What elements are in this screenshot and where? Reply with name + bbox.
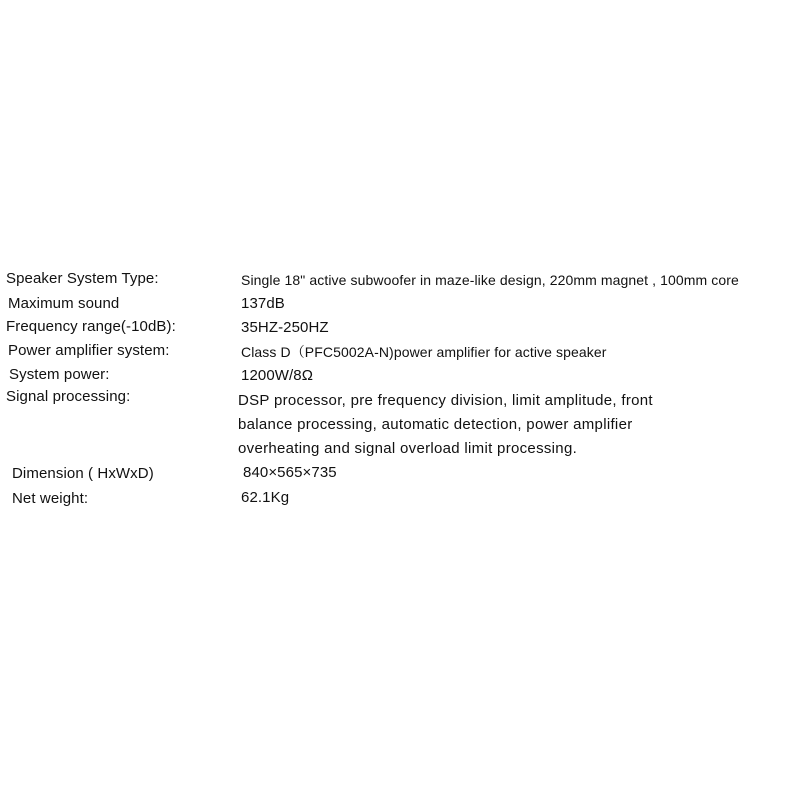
amplifier-system-label: Power amplifier system:	[8, 342, 170, 359]
signal-processing-line-2: balance processing, automatic detection, power amplifier	[238, 416, 633, 433]
signal-processing-line-3: overheating and signal overload limit processing.	[238, 440, 578, 457]
frequency-range-value: 35HZ-250HZ	[241, 319, 329, 336]
speaker-type-value: Single 18" active subwoofer in maze-like design, 220mm magnet , 100mm core	[241, 272, 739, 288]
net-weight-label: Net weight:	[12, 490, 89, 507]
dimension-value: 840×565×735	[243, 464, 337, 481]
amplifier-system-value: Class D（PFC5002A-N)power amplifier for active speaker	[241, 344, 607, 360]
system-power-label: System power:	[9, 366, 110, 383]
signal-processing-label: Signal processing:	[6, 388, 131, 405]
max-sound-value: 137dB	[241, 295, 285, 312]
max-sound-label: Maximum sound	[8, 295, 120, 312]
dimension-label: Dimension ( HxWxD)	[12, 465, 154, 482]
signal-processing-line-1: DSP processor, pre frequency division, limit amplitude, front	[238, 392, 653, 409]
frequency-range-label: Frequency range(-10dB):	[6, 318, 176, 335]
net-weight-value: 62.1Kg	[241, 489, 290, 506]
system-power-value: 1200W/8Ω	[241, 367, 314, 384]
speaker-type-label: Speaker System Type:	[6, 270, 159, 287]
